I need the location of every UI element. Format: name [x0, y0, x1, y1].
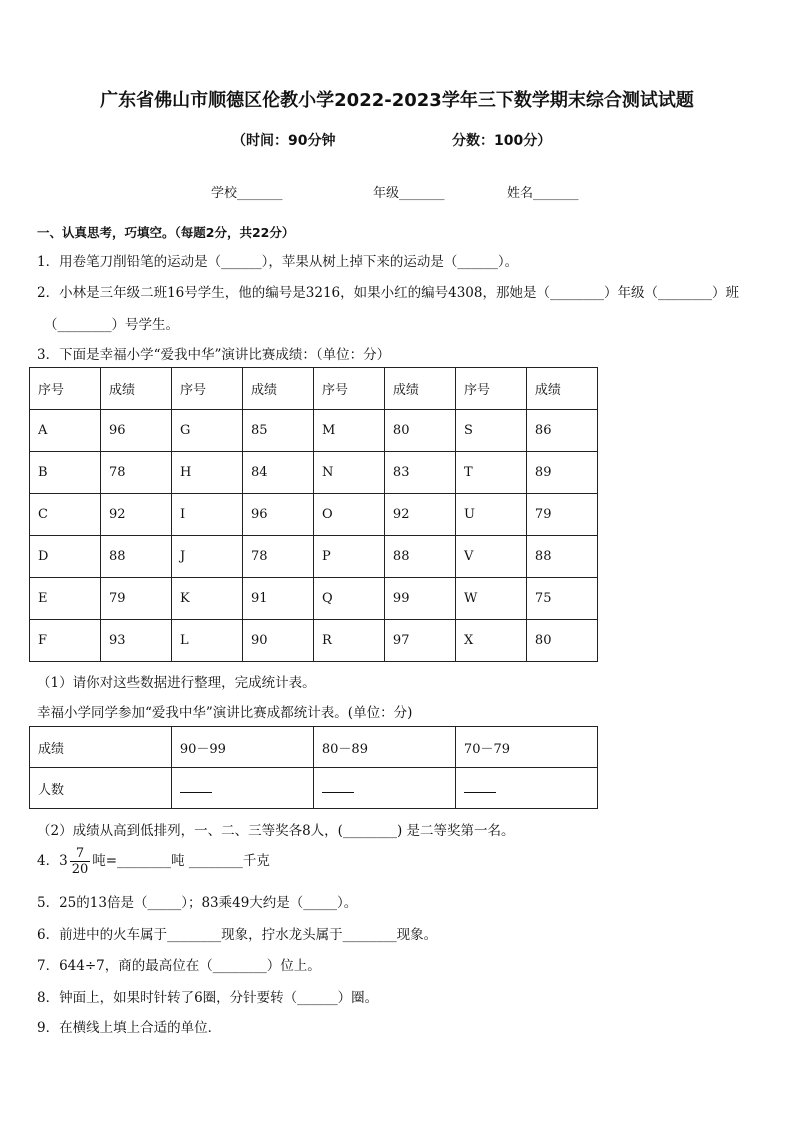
answer-blank[interactable] [464, 780, 496, 793]
table-cell: V [455, 536, 526, 578]
question-3-sub2: （2）成绩从高到低排列，一、二、三等奖各8人，(________) 是二等奖第一名。 [37, 823, 515, 839]
table-row [30, 536, 598, 578]
table-cell: 86 [526, 410, 597, 452]
table-cell: M [313, 410, 384, 452]
table-cell: 83 [384, 452, 455, 494]
name-field: 姓名_______ [507, 186, 579, 201]
stat-table [29, 726, 598, 809]
table-cell: G [171, 410, 242, 452]
table-cell: C [30, 494, 101, 536]
exam-time: （时间：90分钟 [232, 133, 336, 149]
table-header-cell: 成绩 [100, 368, 171, 410]
question-4 [37, 846, 270, 877]
question-9: 9．在横线上填上合适的单位． [37, 1020, 222, 1036]
table-cell: L [171, 620, 242, 662]
fraction [70, 846, 91, 877]
table-cell: K [171, 578, 242, 620]
grade-field: 年级_______ [373, 186, 445, 201]
table-cell: B [30, 452, 101, 494]
table-cell: 97 [384, 620, 455, 662]
exam-title: 广东省佛山市顺德区伦教小学2022-2023学年三下数学期末综合测试试题 [100, 90, 694, 111]
table-header-cell: 成绩 [526, 368, 597, 410]
fraction-denominator: 20 [71, 862, 89, 877]
question-5: 5．25的13倍是（_____）；83乘49大约是（_____）。 [37, 895, 358, 911]
school-field: 学校_______ [211, 186, 283, 201]
section-heading: 一、认真思考，巧填空。（每题2分，共22分） [37, 225, 295, 240]
answer-blank[interactable] [180, 780, 212, 793]
table-cell: 85 [242, 410, 313, 452]
table-header-cell: 70－79 [455, 727, 597, 768]
q4-suffix: 吨=________吨 ________千克 [92, 853, 270, 869]
table-row [30, 452, 598, 494]
table-cell: A [30, 410, 101, 452]
table-cell: 80 [526, 620, 597, 662]
table-cell: E [30, 578, 101, 620]
table-cell: 88 [384, 536, 455, 578]
table-cell: R [313, 620, 384, 662]
table-cell: 88 [100, 536, 171, 578]
table-cell: 80 [384, 410, 455, 452]
table-cell: 91 [242, 578, 313, 620]
table-header-cell: 序号 [171, 368, 242, 410]
table-cell: S [455, 410, 526, 452]
table-cell: 92 [384, 494, 455, 536]
question-3-intro: 3．下面是幸福小学“爱我中华”演讲比赛成绩：（单位：分） [37, 347, 391, 363]
question-2-line2: （________）号学生。 [44, 317, 179, 333]
question-8: 8．钟面上，如果时针转了6圈，分针要转（______）圈。 [37, 990, 379, 1006]
table-cell: F [30, 620, 101, 662]
table-cell: 79 [526, 494, 597, 536]
table-cell: O [313, 494, 384, 536]
table-cell: 90 [242, 620, 313, 662]
question-7: 7．644÷7，商的最高位在（________）位上。 [37, 958, 321, 974]
table-cell: U [455, 494, 526, 536]
table-cell: P [313, 536, 384, 578]
table-row [30, 410, 598, 452]
q4-prefix: 4．3 [37, 853, 68, 869]
answer-blank-cell[interactable] [313, 768, 455, 809]
table-cell: 96 [100, 410, 171, 452]
table-header-cell: 序号 [30, 368, 101, 410]
table-cell: N [313, 452, 384, 494]
table-cell: 78 [100, 452, 171, 494]
table-header-cell: 序号 [313, 368, 384, 410]
table-cell: 79 [100, 578, 171, 620]
table-header-row [30, 368, 598, 410]
table-cell: J [171, 536, 242, 578]
table-cell: Q [313, 578, 384, 620]
table-cell: H [171, 452, 242, 494]
table-cell: 84 [242, 452, 313, 494]
question-6: 6．前进中的火车属于________现象，拧水龙头属于________现象。 [37, 927, 438, 943]
fraction-numerator: 7 [70, 846, 91, 862]
table-cell: 89 [526, 452, 597, 494]
table-row [30, 494, 598, 536]
table-cell: I [171, 494, 242, 536]
table-cell: 92 [100, 494, 171, 536]
table-header-cell: 成绩 [384, 368, 455, 410]
table-header-row [30, 727, 598, 768]
table-header-cell: 成绩 [242, 368, 313, 410]
exam-score: 分数：100分） [452, 133, 552, 149]
table-cell: 78 [242, 536, 313, 578]
table-row [30, 620, 598, 662]
table-header-cell: 80－89 [313, 727, 455, 768]
table-cell: 93 [100, 620, 171, 662]
table-cell: D [30, 536, 101, 578]
question-2-line1: 2．小林是三年级二班16号学生，他的编号是3216，如果小红的编号4308，那她是（________）年级（________）班 [37, 285, 739, 301]
table-cell: 75 [526, 578, 597, 620]
table-header-cell: 90－99 [171, 727, 313, 768]
table-cell: 人数 [30, 768, 172, 809]
question-3-sub1: （1）请你对这些数据进行整理，完成统计表。 [37, 675, 316, 691]
table-row [30, 768, 598, 809]
answer-blank-cell[interactable] [171, 768, 313, 809]
table-cell: 96 [242, 494, 313, 536]
stat-table-title: 幸福小学同学参加“爱我中华”演讲比赛成都统计表。(单位：分) [37, 705, 413, 721]
table-cell: X [455, 620, 526, 662]
table-header-cell: 成绩 [30, 727, 172, 768]
answer-blank-cell[interactable] [455, 768, 597, 809]
table-cell: W [455, 578, 526, 620]
answer-blank[interactable] [322, 780, 354, 793]
question-1: 1．用卷笔刀削铅笔的运动是（______），苹果从树上掉下来的运动是（______）。 [37, 254, 519, 270]
table-cell: 99 [384, 578, 455, 620]
table-header-cell: 序号 [455, 368, 526, 410]
table-cell: T [455, 452, 526, 494]
table-row [30, 578, 598, 620]
table-cell: 88 [526, 536, 597, 578]
score-table [29, 367, 598, 662]
